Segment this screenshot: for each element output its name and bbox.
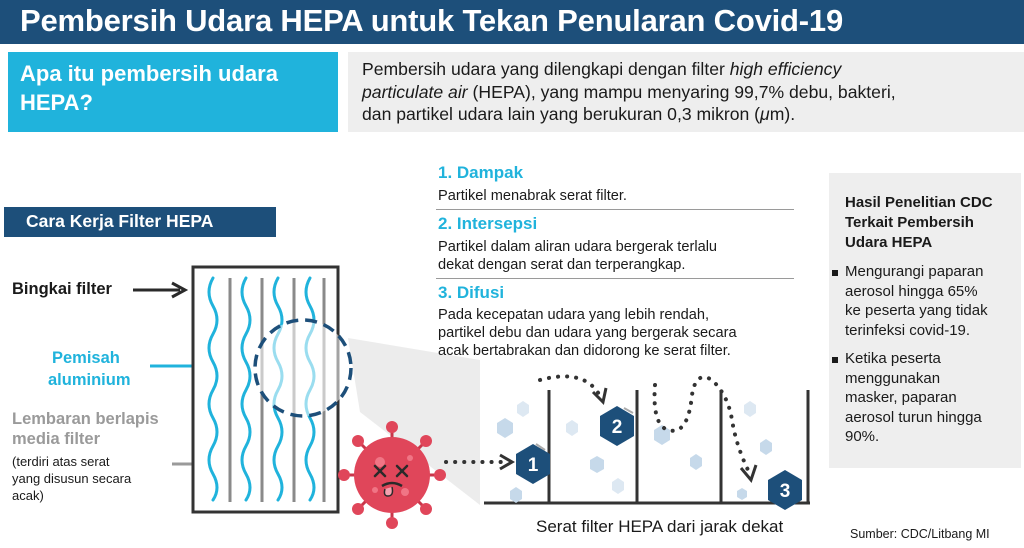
step-3-text-1: Pada kecepatan udara yang lebih rendah, [438, 307, 710, 323]
label-terdiri-3: acak) [12, 488, 44, 503]
label-terdiri-2: yang disusun secara [12, 471, 132, 486]
cdc-b1-l3: ke peserta yang tidak [845, 302, 988, 319]
question-line-2: HEPA? [20, 90, 93, 115]
cdc-title-2: Terkait Pembersih [845, 214, 974, 231]
bullet-dot [832, 357, 838, 363]
step-1-heading: 1. Dampak [438, 163, 524, 182]
cara-kerja-title: Cara Kerja Filter HEPA [26, 211, 214, 231]
step-2-heading: 2. Intersepsi [438, 214, 538, 233]
cdc-bullet-1 [845, 262, 988, 340]
cdc-b1-l4: terinfeksi covid-19. [845, 321, 971, 339]
divider [436, 278, 794, 279]
cdc-b2-l5: 90%. [845, 428, 880, 445]
cdc-panel-title [845, 193, 1015, 253]
step-2-text-2: dekat dengan serat dan terperangkap. [438, 257, 686, 273]
label-lembaran-1: Lembaran berlapis [12, 410, 159, 428]
marker-2-label: 2 [611, 417, 623, 438]
definition-l2b: (HEPA), yang mampu menyaring 99,7% debu, bakteri, [467, 81, 896, 102]
zoom-circle [255, 320, 351, 416]
source-credit: Sumber: CDC/Litbang MI [850, 527, 990, 541]
definition-l3end: m). [769, 104, 796, 124]
cdc-b2-l1: Ketika peserta [845, 350, 941, 367]
definition-mu: μ [760, 104, 770, 124]
virus-icon [338, 421, 446, 529]
cdc-b1-l1: Mengurangi paparan [845, 263, 984, 280]
cdc-b2-l3: masker, paparan [845, 389, 957, 406]
cdc-b2-l4: aerosol turun hingga [845, 408, 982, 426]
cdc-bullet-2 [845, 349, 982, 447]
step-2-text-1: Partikel dalam aliran udara bergerak terlalu [438, 239, 718, 255]
cdc-b2-l2: menggunakan [845, 369, 941, 387]
cdc-title-1: Hasil Penelitian CDC [845, 194, 993, 211]
bullet-dot [832, 270, 838, 276]
marker-1-label: 1 [527, 455, 539, 476]
step-3-text-3: acak bertabrakan dan didorong ke serat filter. [438, 343, 731, 359]
step-3-text-2: partikel debu dan udara yang bergerak secara [438, 325, 737, 341]
definition-l1b: high efficiency [729, 59, 842, 79]
label-pemisah-2: aluminium [48, 371, 131, 389]
diagram-caption: Serat filter HEPA dari jarak dekat [536, 517, 784, 536]
bingkai-arrow [133, 283, 185, 297]
label-pemisah-1: Pemisah [52, 349, 120, 367]
label-bingkai-filter: Bingkai filter [12, 280, 112, 298]
step-3-heading: 3. Difusi [438, 283, 505, 302]
marker-3-label: 3 [779, 481, 791, 502]
cdc-title-3: Udara HEPA [845, 234, 933, 251]
cdc-b1-l2: aerosol hingga 65% [845, 282, 978, 300]
definition-l3: dan partikel udara lain yang berukuran 0,3 mikron ( [362, 104, 761, 124]
definition-l2a: particulate air [362, 81, 468, 102]
page-title: Pembersih Udara HEPA untuk Tekan Penularan Covid-19 [20, 3, 844, 38]
question-line-1: Apa itu pembersih udara [20, 61, 278, 86]
divider [436, 209, 794, 210]
label-terdiri-1: (terdiri atas serat [12, 454, 110, 469]
definition-l1a: Pembersih udara yang dilengkapi dengan filter [362, 59, 730, 79]
marker-2 [600, 406, 634, 446]
step-1-text: Partikel menabrak serat filter. [438, 188, 627, 204]
label-lembaran-2: media filter [12, 430, 101, 448]
dotted-arrow-3 [655, 377, 756, 480]
